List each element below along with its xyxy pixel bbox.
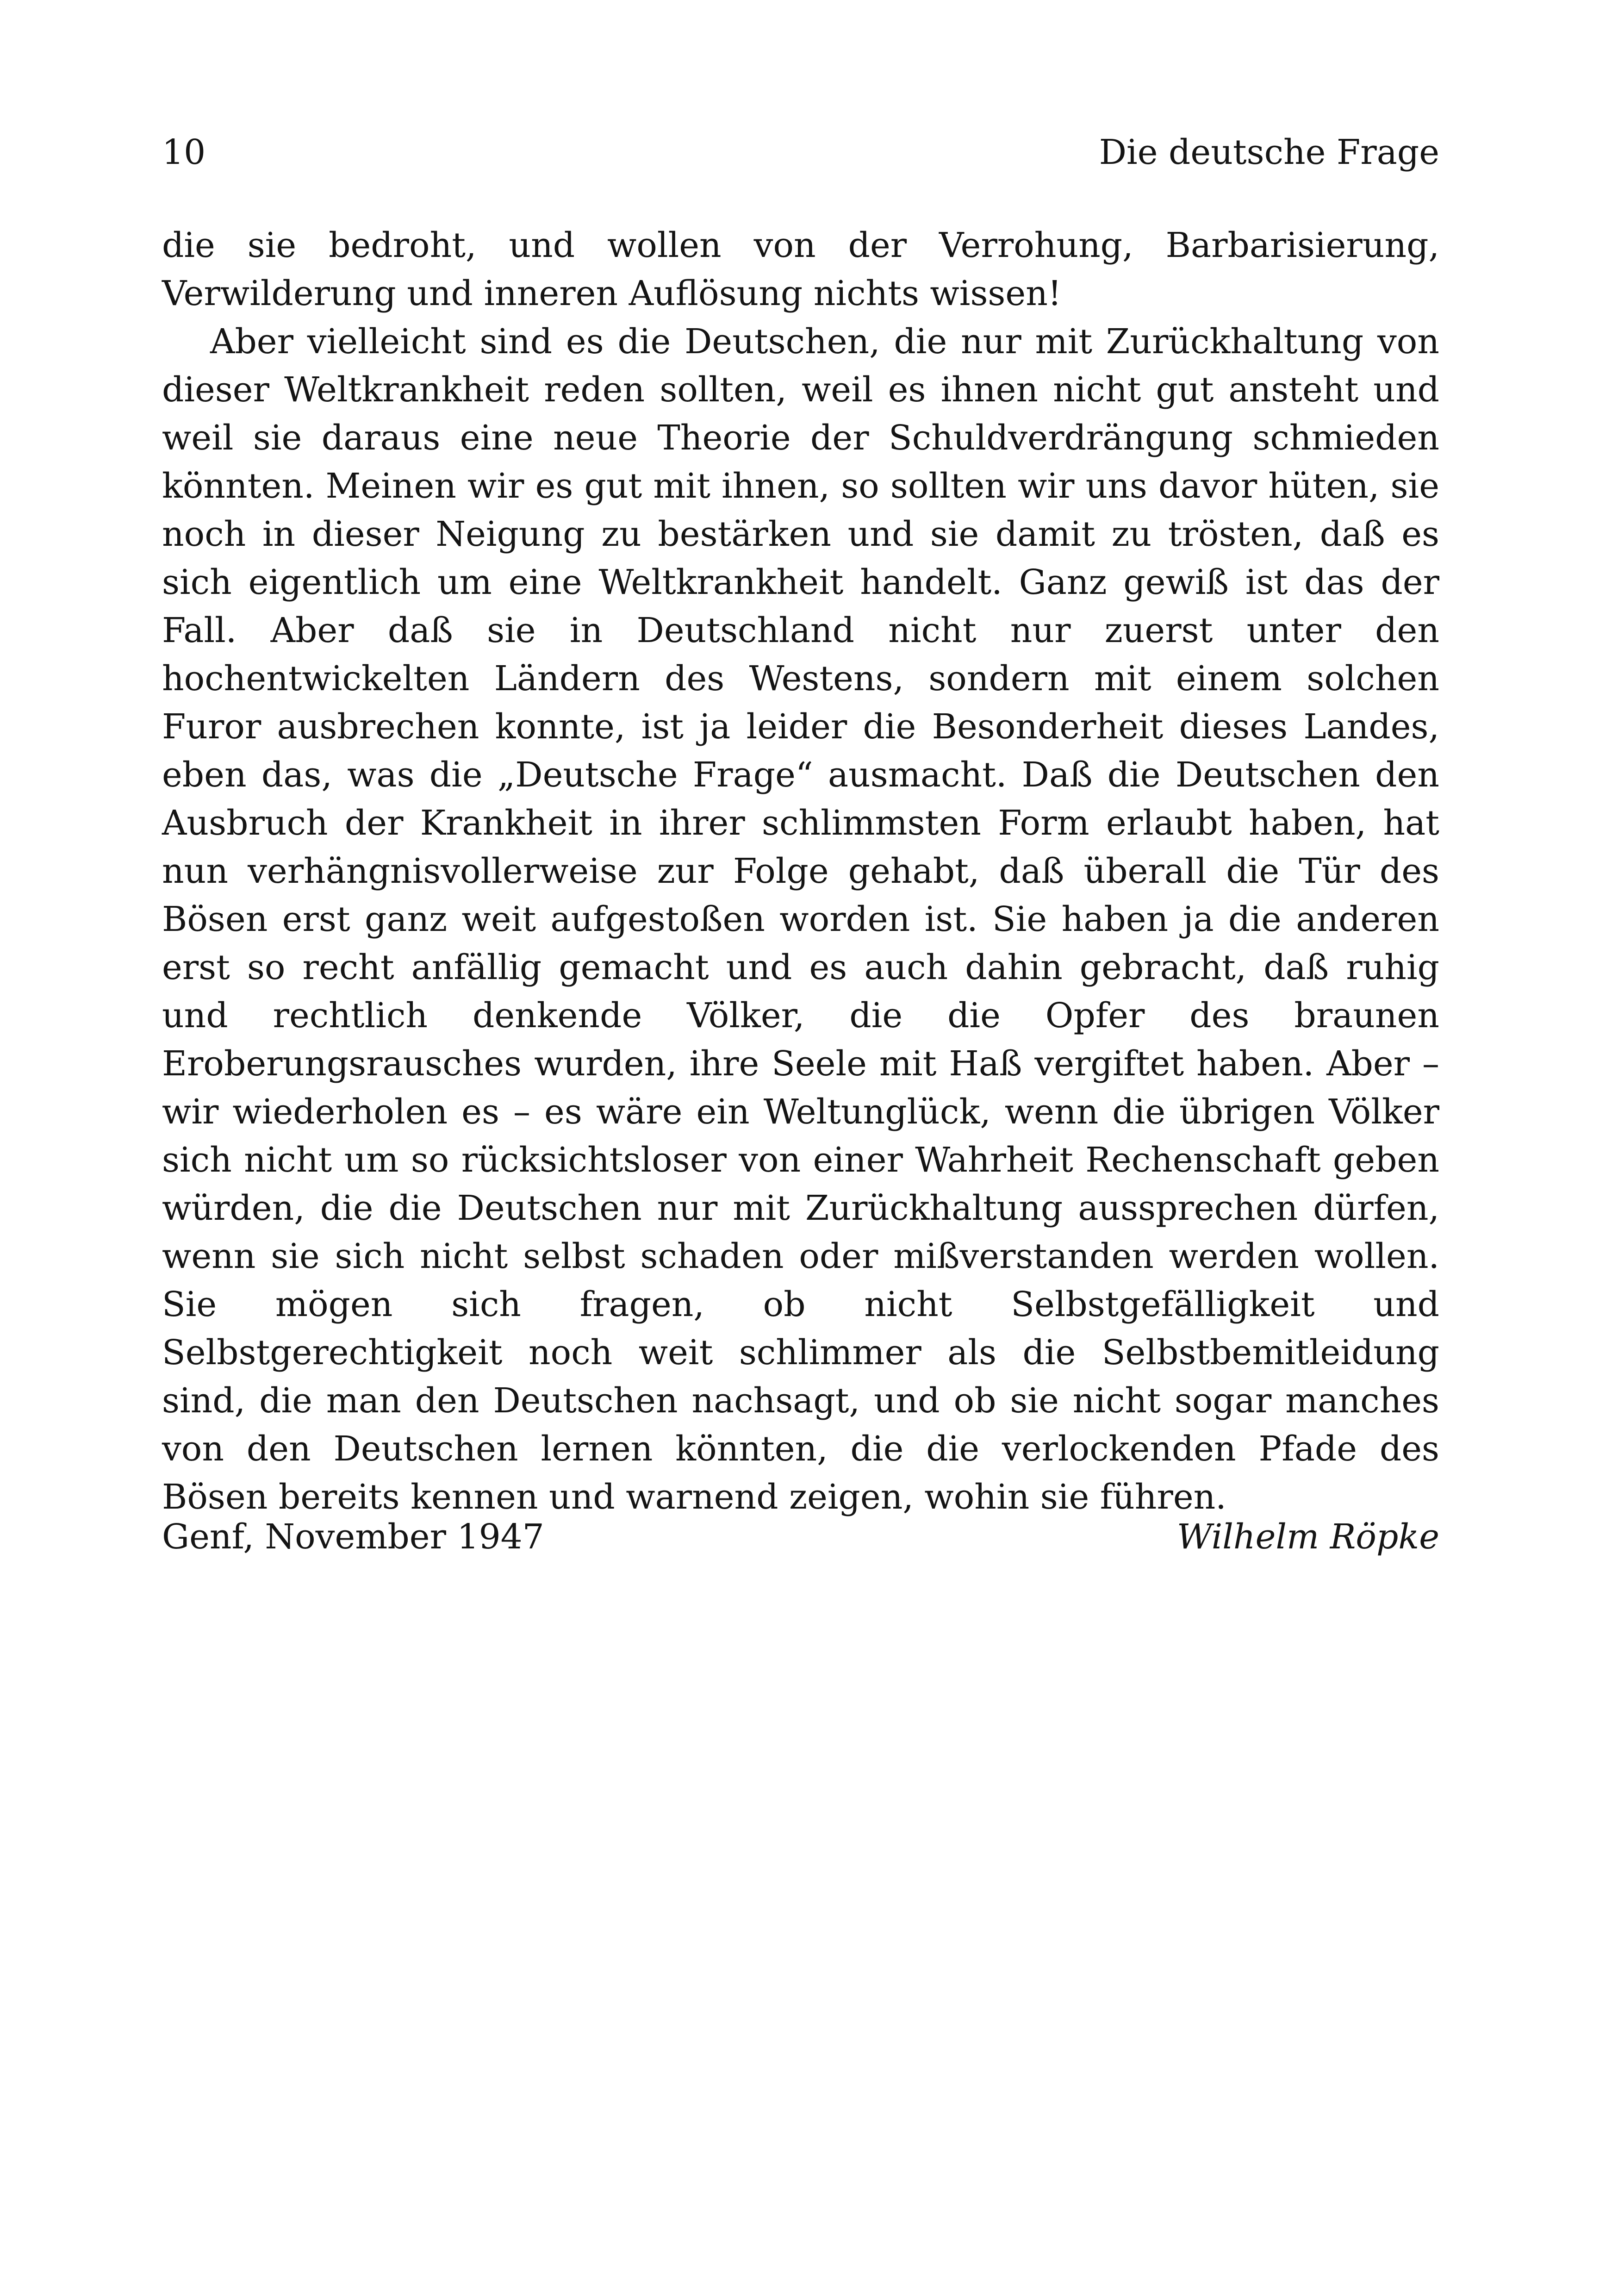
- place-date: Genf, November 1947: [162, 1517, 544, 1557]
- page-number: 10: [162, 132, 206, 172]
- author-name: Wilhelm Röpke: [1176, 1517, 1439, 1557]
- body-text: [162, 221, 1439, 1521]
- signature-line: [162, 1517, 1439, 1557]
- paragraph: Aber vielleicht sind es die Deutschen, die nur mit Zurückhaltung von dieser Weltkrankheit reden sollten, weil es ihnen nicht gut ansteht und weil sie daraus eine neue Theorie der Schuldverdrängung schmieden könnten. Meinen wir es gut mit ihnen, so sollten wir uns davor hüten, sie noch in dieser Neigung zu bestärken und sie damit zu trösten, daß es sich eigentlich um eine Weltkrankheit handelt. Ganz gewiß ist das der Fall. Aber daß sie in Deutschland nicht nur zuerst unter den hochentwickelten Ländern des Westens, sondern mit einem solchen Furor ausbrechen konnte, ist ja leider die Besonderheit dieses Landes, eben das, was die „Deutsche Frage“ ausmacht. Daß die Deutschen den Ausbruch der Krankheit in ihrer schlimmsten Form erlaubt haben, hat nun verhängnisvollerweise zur Folge gehabt, daß überall die Tür des Bösen erst ganz weit aufgestoßen worden ist. Sie haben ja die anderen erst so recht anfällig gemacht und es auch dahin gebracht, daß ruhig und rechtlich denkende Völker, die die Opfer des braunen Eroberungsrausches wurden, ihre Seele mit Haß vergiftet haben. Aber – wir wiederholen es – es wäre ein Weltunglück, wenn die übrigen Völker sich nicht um so rücksichtsloser von einer Wahrheit Rechenschaft geben würden, die die Deutschen nur mit Zurückhaltung aussprechen dürfen, wenn sie sich nicht selbst schaden oder mißverstanden werden wollen. Sie mögen sich fragen, ob nicht Selbstgefälligkeit und Selbstgerechtigkeit noch weit schlimmer als die Selbstbemitleidung sind, die man den Deutschen nachsagt, und ob sie nicht sogar manches von den Deutschen lernen könnten, die die verlockenden Pfade des Bösen bereits kennen und warnend zeigen, wohin sie führen.: [162, 322, 1439, 1517]
- book-page: [162, 0, 1439, 2296]
- running-title: Die deutsche Frage: [1099, 132, 1439, 172]
- paragraph-continuation: die sie bedroht, und wollen von der Verrohung, Barbarisierung, Verwilderung und inneren Auflösung nichts wissen!: [162, 225, 1439, 313]
- running-header: [162, 132, 1439, 172]
